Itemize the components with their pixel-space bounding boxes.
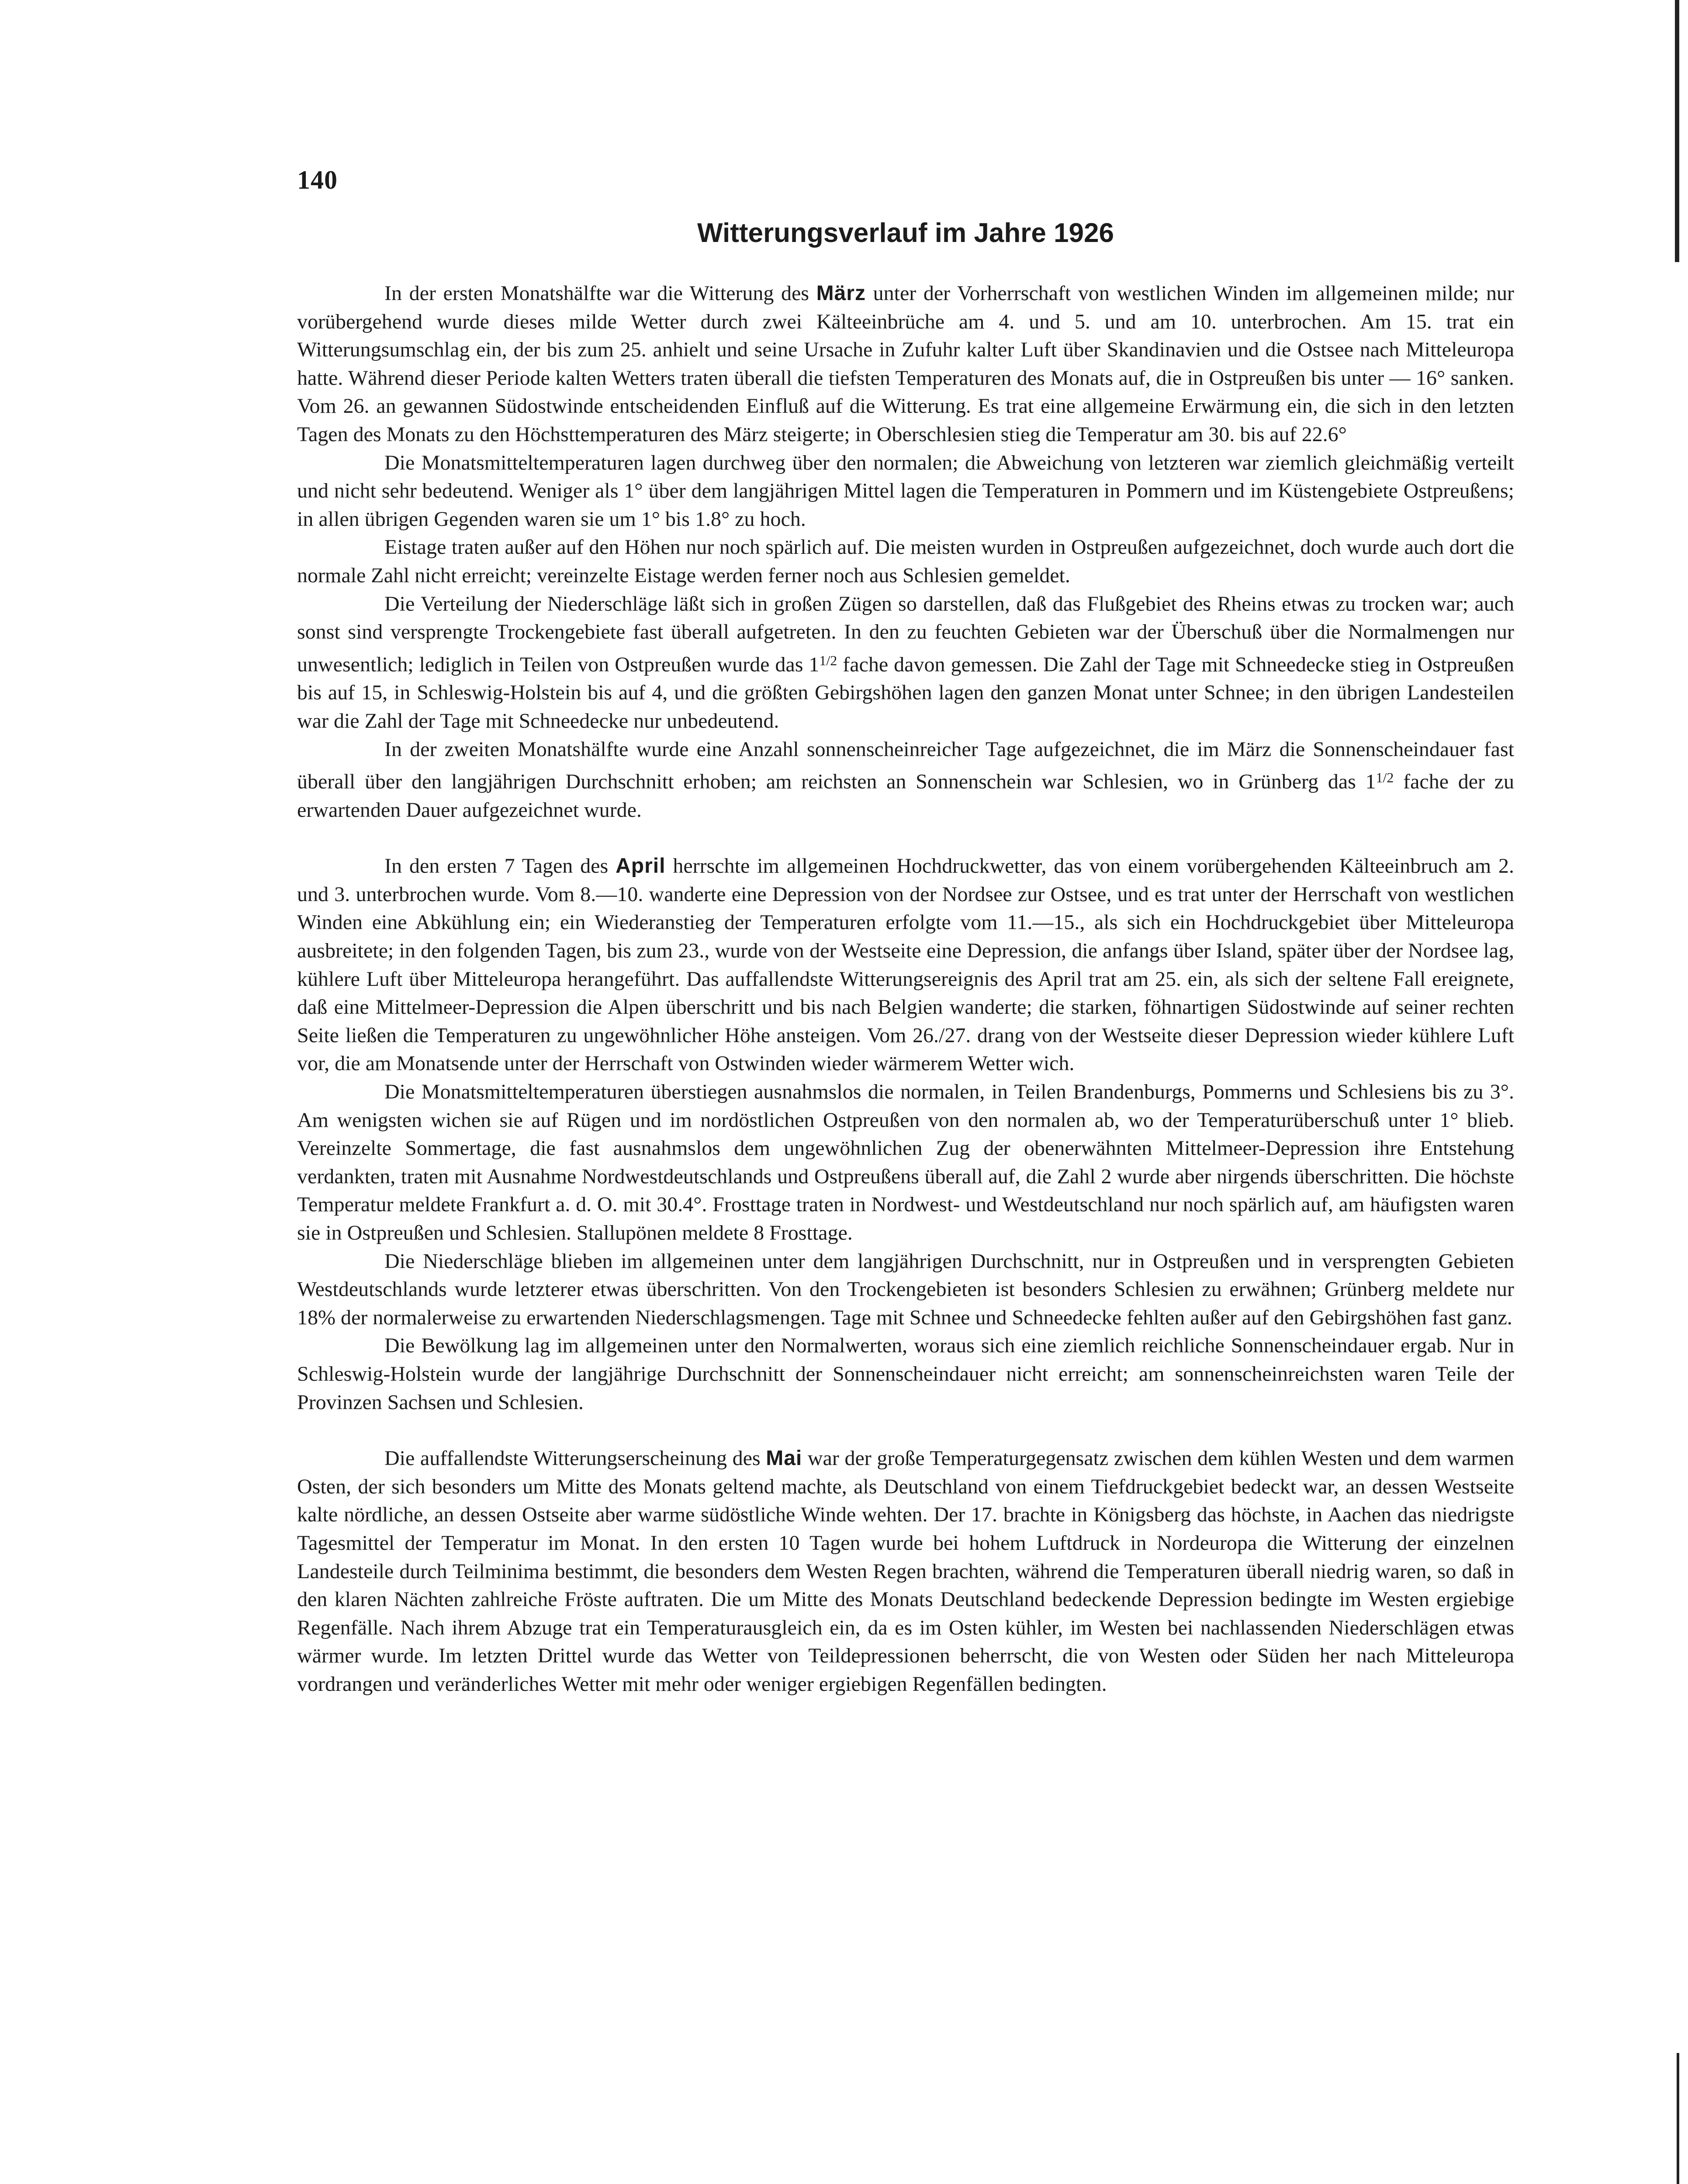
month-heading-april: April xyxy=(616,854,666,878)
paragraph-mai-overview: Die auffallendste Witterungserscheinung des Mai war der große Temperaturgegensatz zwischen dem kühlen Westen und dem warmen Osten, der sich besonders um Mitte des Monats geltend machte, als Deutschland von einem Tiefdruckgebiet bedeckt war, an dessen Westseite kalte nördliche, an dessen Ostseite aber warme südöstliche Winde wehten. Der 17. brachte in Königsberg das höchste, in Aachen das niedrigste Tagesmittel der Temperatur im Monat. In den ersten 10 Tagen wurde bei hohem Luftdruck in Nordeuropa die Witterung der einzelnen Landesteile durch Teilminima bestimmt, die besonders dem Westen Regen brachten, während die Temperaturen überall niedrig waren, so daß in den klaren Nächten zahlreiche Fröste auftraten. Die um Mitte des Monats Deutschland bedeckende Depression bedingte im Westen ergiebige Regenfälle. Nach ihrem Abzuge trat ein Temperaturausgleich ein, da es im Osten kühler, im Westen bei nachlassenden Niederschlägen etwas wärmer wurde. Im letzten Drittel wurde das Wetter von Teildepressionen beherrscht, die von Westen oder Süden her nach Mitteleuropa vordrangen und veränderliches Wetter mit mehr oder weniger ergiebigen Regenfällen bedingten. xyxy=(297,1447,1515,1696)
paragraph-maerz-temperature: Die Monatsmitteltemperaturen lagen durchweg über den normalen; die Abweichung von letzteren war ziemlich gleichmäßig verteilt und nicht sehr bedeutend. Weniger als 1° über dem langjährigen Mittel lagen die Temperaturen in Pommern und im Küstengebiete Ostpreußens; in allen übrigen Gegenden waren sie um 1° bis 1.8° zu hoch. xyxy=(297,451,1514,531)
page-number: 140 xyxy=(297,166,338,194)
month-heading-maerz: März xyxy=(816,282,866,305)
fraction-half: 1/2 xyxy=(819,652,837,668)
paragraph-maerz-precipitation: Die Verteilung der Niederschläge läßt sich in großen Zügen so darstellen, daß das Flußgebiet des Rheins etwas zu trocken war; auch sonst sind versprengte Trockengebiete fast überall aufgetreten. In den zu feuchten Gebieten war der Überschuß über die Normalmengen nur unwesentlich; lediglich in Teilen von Ostpreußen wurde das $1^{1/2}$ fache davon gemessen. Die Zahl der Tage mit Schneedecke stieg in Ostpreußen bis auf 15, in Schleswig-Holstein bis auf 4, und die größten Gebirgshöhen lagen den ganzen Monat unter Schnee; in den übrigen Landesteilen war die Zahl der Tage mit Schneedecke nur unbedeutend. xyxy=(297,592,1515,733)
paragraph-maerz-sunshine: In der zweiten Monatshälfte wurde eine Anzahl sonnenscheinreicher Tage aufgezeichnet, die im März die Sonnenscheindauer fast überall über den langjährigen Durchschnitt erhoben; am reichsten an Sonnenschein war Schlesien, wo in Grünberg das $1^{1/2}$ fache der zu erwartenden Dauer aufgezeichnet wurde. xyxy=(297,737,1514,822)
month-heading-mai: Mai xyxy=(766,1447,802,1470)
fraction-half: 1/2 xyxy=(1376,770,1394,786)
document-body xyxy=(297,280,1514,1699)
paragraph-april-temperature: Die Monatsmitteltemperaturen überstiegen ausnahmslos die normalen, in Teilen Brandenburgs, Pommerns und Schlesiens bis zu 3°. Am wenigsten wichen sie auf Rügen und im nordöstlichen Ostpreußen von den normalen ab, wo der Temperaturüberschuß unter 1° blieb. Vereinzelte Sommertage, die fast ausnahmslos dem ungewöhnlichen Zug der obenerwähnten Mittelmeer-Depression ihre Entstehung verdankten, traten mit Ausnahme Nordwestdeutschlands und Ostpreußens überall auf, die Zahl 2 wurde aber nirgends überschritten. Die höchste Temperatur meldete Frankfurt a. d. O. mit 30.4°. Frosttage traten in Nordwest- und Westdeutschland nur noch spärlich auf, am häufigsten waren sie in Ostpreußen und Schlesien. Stallupönen meldete 8 Frosttage. xyxy=(297,1080,1514,1244)
paragraph-april-precipitation: Die Niederschläge blieben im allgemeinen unter dem langjährigen Durchschnitt, nur in Ostpreußen und in versprengten Gebieten Westdeutschlands wurde letzterer etwas überschritten. Von den Trockengebieten ist besonders Schlesien zu erwähnen; Grünberg meldete nur 18% der normalerweise zu erwartenden Niederschlagsmengen. Tage mit Schnee und Schneedecke fehlten außer auf den Gebirgshöhen fast ganz. xyxy=(297,1249,1514,1329)
paragraph-april-cloudiness: Die Bewölkung lag im allgemeinen unter den Normalwerten, woraus sich eine ziemlich reichliche Sonnenscheindauer ergab. Nur in Schleswig-Holstein wurde der langjährige Durchschnitt der Sonnenscheindauer nicht erreicht; am sonnenscheinreichsten waren Teile der Provinzen Sachsen und Schlesien. xyxy=(297,1334,1514,1414)
page-title: Witterungsverlauf im Jahre 1926 xyxy=(697,218,1114,248)
scan-edge-bottom xyxy=(1677,2053,1679,2184)
paragraph-maerz-overview: In der ersten Monatshälfte war die Witterung des März unter der Vorherrschaft von westlichen Winden im allgemeinen milde; nur vorübergehend wurde dieses milde Wetter durch zwei Kälteeinbrüche am 4. und 5. und am 10. unterbrochen. Am 15. trat ein Witterungsumschlag ein, der bis zum 25. anhielt und seine Ursache in Zufuhr kalter Luft über Skandinavien und die Ostsee nach Mitteleuropa hatte. Während dieser Periode kalten Wetters traten überall die tiefsten Temperaturen des Monats auf, die in Ostpreußen bis unter — 16° sanken. Vom 26. an gewannen Südostwinde entscheidenden Einfluß auf die Witterung. Es trat eine allgemeine Erwärmung ein, die sich in den letzten Tagen des Monats zu den Höchsttemperaturen des März steigerte; in Oberschlesien stieg die Temperatur am 30. bis auf 22.6° xyxy=(297,282,1514,446)
scan-edge-top xyxy=(1675,0,1679,262)
paragraph-maerz-ice-days: Eistage traten außer auf den Höhen nur noch spärlich auf. Die meisten wurden in Ostpreußen aufgezeichnet, doch wurde auch dort die normale Zahl nicht erreicht; vereinzelte Eistage werden ferner noch aus Schlesien gemeldet. xyxy=(297,536,1514,587)
paragraph-april-overview: In den ersten 7 Tagen des April herrschte im allgemeinen Hochdruckwetter, das von einem vorübergehenden Kälteeinbruch am 2. und 3. unterbrochen wurde. Vom 8.—10. wanderte eine Depression von der Nordsee zur Ostsee, und es trat unter der Herrschaft von westlichen Winden eine Abkühlung ein; ein Wiederanstieg der Temperaturen erfolgte vom 11.—15., als sich ein Hochdruckgebiet über Mitteleuropa ausbreitete; in den folgenden Tagen, bis zum 23., wurde von der Westseite eine Depression, die anfangs über Island, später über der Nordsee lag, kühlere Luft über Mitteleuropa herangeführt. Das auffallendste Witterungsereignis des April trat am 25. ein, als sich der seltene Fall ereignete, daß eine Mittelmeer-Depression die Alpen überschritt und bis nach Belgien wanderte; die starken, föhnartigen Südostwinde auf seiner rechten Seite ließen die Temperaturen zu ungewöhnlicher Höhe ansteigen. Vom 26./27. drang von der Westseite dieser Depression wieder kühlere Luft vor, die am Monatsende unter der Herrschaft von Ostwinden wieder wärmerem Wetter wich. xyxy=(297,854,1515,1075)
